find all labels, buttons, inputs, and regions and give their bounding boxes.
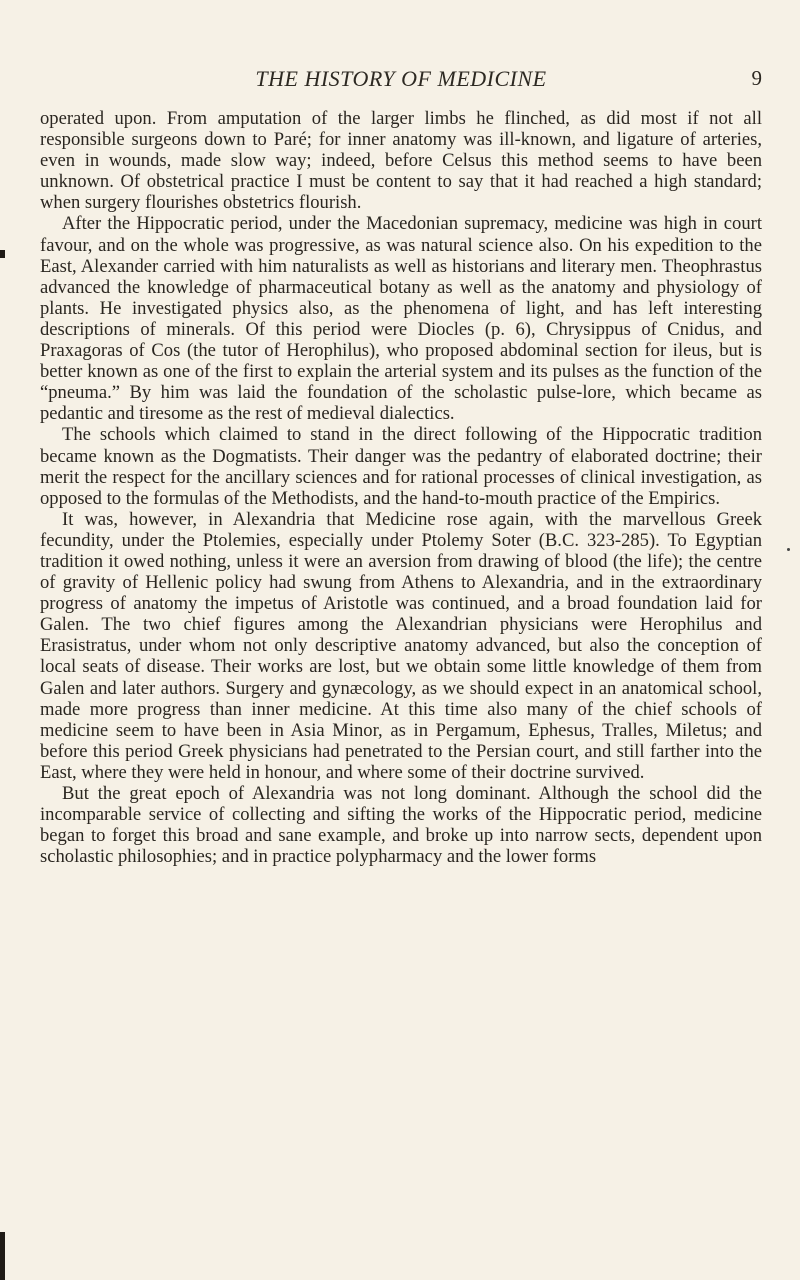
paragraph-dogmatists: The schools which claimed to stand in the direct following of the Hippocratic tradition became known as the Dogmatists. Their danger was the pedantry of elaborated doctrine; their merit the respect for the ancillary sciences and for rational processes of clinical investigation, as opposed to the formulas of the Methodists, and the hand-to-mouth practice of the Empirics. [40,424,762,509]
margin-speck [787,548,790,551]
scan-edge-mark [0,250,5,258]
scan-edge-mark [0,1232,5,1280]
paragraph-decline: But the great epoch of Alexandria was not long dominant. Although the school did the incomparable service of collecting and sifting the works of the Hippocratic period, medicine began to forget this broad and sane example, and broke up into narrow sects, dependent upon scholastic philosophies; and in practice polypharmacy and the lower forms [40,783,762,868]
running-title: THE HISTORY OF MEDICINE [255,66,547,91]
paragraph-alexandria: It was, however, in Alexandria that Medicine rose again, with the marvellous Greek fecundity, under the Ptolemies, especially under Ptolemy Soter (B.C. 323-285). To Egyptian tradition it owed nothing, unless it were an aversion from drawing of blood (the life); the centre of gravity of Hellenic policy had swung from Athens to Alexandria, and in the extraordinary progress of anatomy the impetus of Aristotle was continued, and a broad foundation laid for Galen. The two chief figures among the Alexandrian physicians were Herophilus and Erasistratus, under whom not only descriptive anatomy advanced, but also the conception of local seats of disease. Their works are lost, but we obtain some little knowledge of them from Galen and later authors. Surgery and gynæcology, as we should expect in an anatomical school, made more progress than inner medicine. At this time also many of the chief schools of medicine seem to have been in Asia Minor, as in Pergamum, Ephesus, Tralles, Miletus; and before this period Greek physicians had penetrated to the Persian court, and still farther into the East, where they were held in honour, and where some of their doctrine survived. [40,508,762,783]
running-head [40,66,762,100]
paragraph-continued: operated upon. From amputation of the larger limbs he flinched, as did most if not all responsible surgeons down to Paré; for inner anatomy was ill-known, and ligature of arteries, even in wounds, made slow way; indeed, before Celsus this method seems to have been unknown. Of obstetrical practice I must be content to say that it had reached a high standard; when surgery flourishes obstetrics flourish. [40,108,762,214]
page-number: 9 [751,66,762,90]
body-text [40,108,762,867]
paragraph-macedonian-period: After the Hippocratic period, under the Macedonian supremacy, medicine was high in court favour, and on the whole was progressive, as was natural science also. On his expedition to the East, Alexander carried with him naturalists as well as historians and literary men. Theophrastus advanced the knowledge of pharmaceutical botany as well as the anatomy and physiology of plants. He investigated physics also, as the phenomena of light, and has left interesting descriptions of minerals. Of this period were Diocles (p. 6), Chrysippus of Cnidus, and Praxagoras of Cos (the tutor of Herophilus), who proposed abdominal section for ileus, but is better known as one of the first to explain the arterial system and its pulses as the function of the “pneuma.” By him was laid the foundation of the scholastic pulse-lore, which became as pedantic and tiresome as the rest of medieval dialectics. [40,213,762,425]
